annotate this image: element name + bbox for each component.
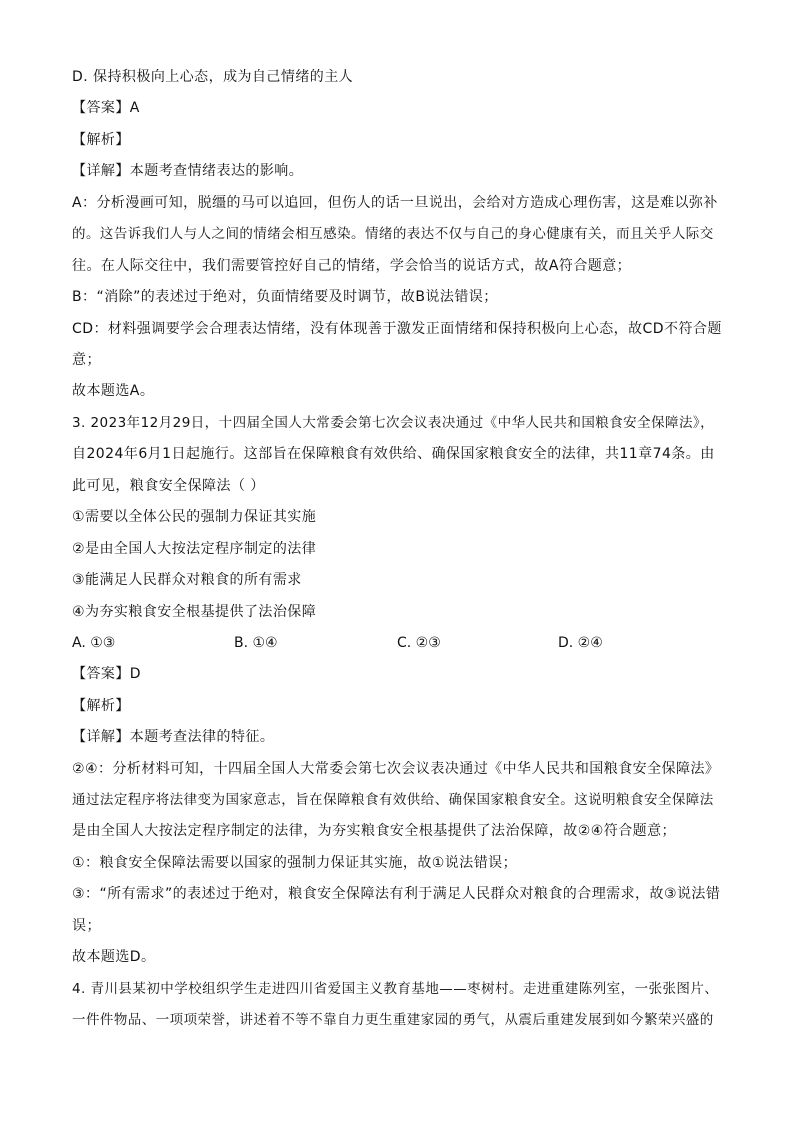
question-3-line2: 自2024年6月1日起施行。这部旨在保障粮食有效供给、确保国家粮食安全的法律，共11章74条。由 [72,446,715,462]
conclusion-q3: 故本题选D。 [72,949,156,965]
question-4-line2: 一件件物品、一项项荣誉，讲述着不等不靠自力更生重建家园的勇气，从震后重建发展到如今繁荣兴盛的 [72,1012,714,1028]
detail-q2: 【详解】本题考查情绪表达的影响。 [72,163,304,179]
conclusion-q2: 故本题选A。 [72,383,155,399]
option-a: A. ①③ [72,635,116,651]
explanation-cd-line1: CD：材料强调要学会合理表达情绪，没有体现善于激发正面情绪和保持积极向上心态，故CD不符合题 [72,321,722,337]
answer-label-q3: 【答案】D [72,666,142,682]
explanation-24-line2: 通过法定程序将法律变为国家意志，旨在保障粮食有效供给、确保国家粮食安全。这说明粮食安全保障法 [72,792,714,808]
explanation-cd-line2: 意； [72,352,101,368]
analysis-label-q2: 【解析】 [72,132,130,148]
statement-3: ③能满足人民群众对粮食的所有需求 [72,572,302,588]
option-d-prev-question: D. 保持积极向上心态，成为自己情绪的主人 [72,69,354,85]
question-4-line1: 4. 青川县某初中学校组织学生走进四川省爱国主义教育基地——枣树村。走进重建陈列室，一张张图片、 [72,981,719,997]
options-row [72,634,722,652]
explanation-24-line1: ②④：分析材料可知，十四届全国人大常委会第七次会议表决通过《中华人民共和国粮食安全保障法》 [72,761,720,777]
explanation-a-line2: 的。这告诉我们人与人之间的情绪会相互感染。情绪的表达不仅与自己的身心健康有关，而且关乎人际交 [72,226,714,242]
explanation-3-line1: ③：“所有需求”的表述过于绝对，粮食安全保障法有利于满足人民群众对粮食的合理需求，故③说法错 [72,886,721,902]
analysis-label-q3: 【解析】 [72,698,130,714]
explanation-3-line2: 误； [72,918,101,934]
explanation-a-line1: A：分析漫画可知，脱缰的马可以追回，但伤人的话一旦说出，会给对方造成心理伤害，这是难以弥补 [72,195,718,211]
explanation-24-line3: 是由全国人大按法定程序制定的法律，为夯实粮食安全根基提供了法治保障，故②④符合题意； [72,823,676,839]
statement-4: ④为夯实粮食安全根基提供了法治保障 [72,604,317,620]
question-3-line3: 此可见，粮食安全保障法（ ） [72,478,265,494]
question-3-line1: 3. 2023年12月29日，十四届全国人大常委会第七次会议表决通过《中华人民共和国粮食安全保障法》， [72,415,715,431]
explanation-b: B：“消除”的表述过于绝对，负面情绪要及时调节，故B说法错误； [72,289,498,305]
answer-label-q2: 【答案】A [72,100,140,116]
detail-q3: 【详解】本题考查法律的特征。 [72,729,275,745]
statement-1: ①需要以全体公民的强制力保证其实施 [72,509,317,525]
option-b: B. ①④ [234,635,278,651]
option-d: D. ②④ [558,635,603,651]
explanation-a-line3: 往。在人际交往中，我们需要管控好自己的情绪，学会恰当的说话方式，故A符合题意； [72,258,632,274]
option-c: C. ②③ [397,635,441,651]
statement-2: ②是由全国人大按法定程序制定的法律 [72,541,317,557]
explanation-1: ①：粮食安全保障法需要以国家的强制力保证其实施，故①说法错误； [72,855,518,871]
